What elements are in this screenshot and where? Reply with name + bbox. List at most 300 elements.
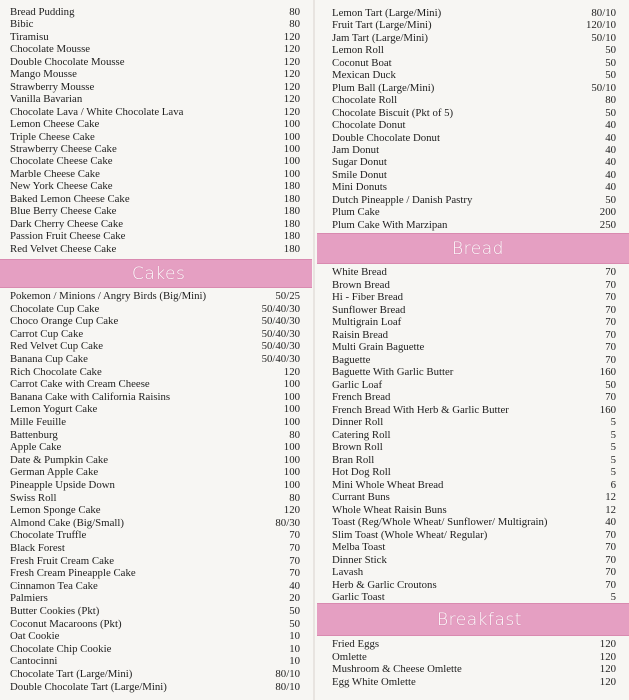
menu-item-name: Raisin Bread [332, 328, 389, 341]
menu-item-price: 5 [610, 416, 616, 428]
menu-item-name: Plum Ball (Large/Mini) [332, 81, 435, 94]
menu-item-price: 70 [605, 266, 616, 278]
menu-item [317, 44, 629, 57]
menu-item-price: 50/10 [591, 81, 616, 94]
menu-item-name: Jam Tart (Large/Mini) [332, 31, 428, 44]
menu-item-price: 180 [283, 180, 300, 193]
menu-item-price: 120/10 [586, 19, 616, 32]
menu-item-price: 70 [605, 541, 616, 553]
menu-item-price: 5 [610, 466, 616, 478]
menu-item-price: 120 [599, 650, 616, 663]
menu-item [0, 630, 312, 643]
menu-item [317, 156, 629, 169]
menu-item-price: 250 [599, 218, 616, 231]
menu-item-name: Mushroom & Cheese Omlette [332, 663, 462, 676]
menu-item-price: 120 [599, 638, 616, 650]
menu-item [317, 181, 629, 194]
menu-item-name: French Bread With Herb & Garlic Butter [332, 403, 509, 416]
menu-item [0, 31, 312, 44]
menu-item-price: 100 [283, 479, 300, 491]
menu-item-name: Dinner Stick [332, 553, 387, 566]
menu-item [0, 466, 312, 479]
menu-item-name: Chocolate Lava / White Chocolate Lava [10, 105, 184, 118]
menu-item-price: 120 [283, 80, 300, 93]
menu-item-name: Pineapple Upside Down [10, 479, 115, 491]
menu-item-price: 120 [283, 68, 300, 81]
menu-item-name: Black Forest [10, 542, 65, 554]
menu-item-name: Garlic Toast [332, 591, 385, 603]
menu-item [317, 429, 629, 442]
menu-item-name: Lemon Cheese Cake [10, 118, 100, 131]
menu-item [317, 82, 629, 95]
bread-section-title: Bread [452, 238, 504, 259]
menu-item-price: 5 [610, 428, 616, 441]
menu-item-name: New York Cheese Cake [10, 180, 113, 193]
menu-item [317, 479, 629, 492]
menu-item-price: 100 [283, 453, 300, 466]
menu-item-name: Omlette [332, 650, 367, 663]
menu-item [0, 6, 312, 19]
menu-item [0, 441, 312, 454]
menu-item-price: 50/40/30 [261, 315, 300, 328]
menu-item [0, 416, 312, 429]
menu-item-name: Lemon Tart (Large/Mini) [332, 7, 442, 19]
menu-item [0, 429, 312, 442]
menu-item-price: 70 [289, 554, 300, 567]
menu-item [0, 555, 312, 568]
menu-item-price: 40 [605, 168, 616, 181]
menu-item-name: Sunflower Bread [332, 303, 406, 316]
menu-item [0, 131, 312, 144]
menu-item-name: Bread Pudding [10, 6, 75, 18]
menu-item [317, 491, 629, 504]
menu-item [0, 391, 312, 404]
menu-item-price: 80 [289, 18, 300, 31]
menu-item-price: 50 [605, 56, 616, 69]
menu-item-name: Multi Grain Baguette [332, 341, 425, 353]
menu-item-price: 100 [283, 416, 300, 428]
menu-item-name: Rich Chocolate Cake [10, 365, 102, 378]
menu-item [317, 119, 629, 132]
menu-item [317, 316, 629, 329]
menu-item [0, 118, 312, 131]
menu-item-price: 5 [610, 441, 616, 453]
menu-item [317, 651, 629, 664]
menu-item-name: Chocolate Donut [332, 119, 406, 132]
menu-item [317, 107, 629, 120]
menu-item-name: Dinner Roll [332, 416, 384, 428]
menu-item [0, 230, 312, 243]
menu-item [317, 391, 629, 404]
cakes-section-header [0, 259, 312, 288]
breakfast-section-title: Breakfast [437, 609, 522, 630]
menu-item-price: 50/40/30 [261, 340, 300, 353]
menu-item-name: Strawberry Cheese Cake [10, 142, 117, 155]
menu-item-name: Brown Roll [332, 441, 383, 453]
menu-item-price: 6 [610, 478, 616, 491]
menu-item [317, 194, 629, 207]
menu-item-price: 50/40/30 [261, 327, 300, 340]
menu-item-price: 120 [283, 30, 300, 43]
menu-item [317, 7, 629, 20]
menu-item-price: 180 [283, 217, 300, 230]
menu-item-name: Triple Cheese Cake [10, 130, 95, 143]
menu-item-name: White Bread [332, 266, 387, 278]
menu-item-name: Pokemon / Minions / Angry Birds (Big/Mini) [10, 290, 207, 302]
menu-item-price: 40 [289, 579, 300, 592]
menu-item [0, 68, 312, 81]
menu-item [0, 106, 312, 119]
menu-item-name: Lemon Yogurt Cake [10, 403, 98, 416]
menu-item [317, 279, 629, 292]
menu-item [0, 366, 312, 379]
menu-item-name: Chocolate Chip Cookie [10, 642, 112, 655]
menu-item-price: 70 [605, 528, 616, 541]
menu-item-price: 160 [599, 366, 616, 378]
menu-item-name: Bran Roll [332, 453, 375, 466]
menu-item-name: Banana Cup Cake [10, 353, 88, 365]
menu-item [0, 340, 312, 353]
menu-item [317, 132, 629, 145]
menu-item-price: 50 [605, 69, 616, 82]
menu-item-price: 50 [289, 617, 300, 630]
menu-item-price: 80/30 [275, 516, 300, 529]
menu-item-name: Chocolate Tart (Large/Mini) [10, 668, 133, 680]
menu-item-price: 40 [605, 181, 616, 194]
menu-item-price: 100 [283, 441, 300, 454]
menu-item-name: Plum Cake With Marzipan [332, 218, 448, 231]
menu-item [317, 579, 629, 592]
menu-item [317, 638, 629, 651]
menu-item [0, 668, 312, 681]
menu-item-name: Palmiers [10, 592, 48, 605]
menu-item-name: Chocolate Cup Cake [10, 302, 100, 315]
menu-item-name: Mini Whole Wheat Bread [332, 478, 444, 491]
menu-item [317, 291, 629, 304]
menu-item [0, 580, 312, 593]
menu-item [317, 529, 629, 542]
menu-item [317, 341, 629, 354]
menu-item-price: 80/10 [591, 7, 616, 19]
menu-item-name: Catering Roll [332, 428, 391, 441]
menu-item-name: Lavash [332, 566, 364, 578]
menu-item-price: 70 [605, 566, 616, 578]
menu-item-name: Date & Pumpkin Cake [10, 453, 109, 466]
menu-item-name: Almond Cake (Big/Small) [10, 516, 124, 529]
menu-item-name: Apple Cake [10, 441, 62, 454]
menu-item-price: 100 [283, 390, 300, 403]
menu-item-price: 120 [283, 43, 300, 56]
menu-item [317, 454, 629, 467]
menu-item [0, 353, 312, 366]
menu-item-name: Slim Toast (Whole Wheat/ Regular) [332, 528, 488, 541]
menu-item-price: 180 [283, 192, 300, 205]
menu-item [0, 81, 312, 94]
menu-item-price: 70 [605, 341, 616, 353]
menu-item-name: Carrot Cake with Cream Cheese [10, 378, 150, 391]
menu-item [0, 454, 312, 467]
menu-item-price: 100 [283, 155, 300, 168]
menu-item-price: 50 [289, 605, 300, 617]
menu-item-price: 40 [605, 131, 616, 144]
menu-item [317, 663, 629, 676]
menu-item-price: 180 [283, 205, 300, 218]
menu-item [317, 219, 629, 232]
menu-item-name: Chocolate Biscuit (Pkt of 5) [332, 106, 454, 119]
menu-item-name: Double Chocolate Mousse [10, 55, 125, 68]
menu-item-price: 180 [283, 230, 300, 243]
menu-item [0, 378, 312, 391]
menu-item [0, 193, 312, 206]
menu-item [0, 592, 312, 605]
menu-item-name: Egg White Omlette [332, 676, 416, 689]
menu-item [317, 366, 629, 379]
menu-item [0, 504, 312, 517]
menu-item-price: 50 [605, 378, 616, 391]
menu-item-price: 80 [605, 94, 616, 107]
menu-item-name: Tiramisu [10, 30, 49, 43]
menu-item-name: Chocolate Truffle [10, 529, 87, 542]
menu-item-name: Choco Orange Cup Cake [10, 315, 119, 328]
menu-item-name: Herb & Garlic Croutons [332, 578, 437, 591]
menu-item-price: 10 [289, 642, 300, 655]
menu-item-price: 5 [610, 453, 616, 466]
menu-item-name: Garlic Loaf [332, 378, 383, 391]
menu-item [0, 328, 312, 341]
menu-item [0, 479, 312, 492]
menu-item [317, 404, 629, 417]
menu-item-name: Battenburg [10, 428, 58, 441]
menu-item-name: Coconut Macaroons (Pkt) [10, 617, 122, 630]
menu-item [317, 541, 629, 554]
menu-item-price: 180 [283, 242, 300, 255]
menu-item [0, 315, 312, 328]
menu-item-price: 50 [605, 106, 616, 119]
menu-item-name: Swiss Roll [10, 491, 57, 504]
menu-item [317, 304, 629, 317]
menu-item [317, 169, 629, 182]
menu-item-name: Mango Mousse [10, 68, 77, 81]
menu-item [317, 504, 629, 517]
menu-item-name: Coconut Boat [332, 56, 392, 69]
menu-item-name: French Bread [332, 391, 391, 403]
menu-item-price: 100 [283, 130, 300, 143]
menu-item-price: 100 [283, 378, 300, 391]
menu-item [0, 643, 312, 656]
menu-item-price: 120 [599, 676, 616, 689]
menu-item [0, 529, 312, 542]
menu-item [317, 69, 629, 82]
menu-item-price: 80 [289, 428, 300, 441]
menu-item-name: Brown Bread [332, 278, 390, 291]
menu-item-name: Currant Buns [332, 491, 390, 503]
menu-item-price: 100 [283, 167, 300, 180]
menu-item-name: Chocolate Mousse [10, 43, 91, 56]
menu-item-price: 50/10 [591, 31, 616, 44]
menu-item-price: 70 [289, 542, 300, 554]
menu-item [0, 168, 312, 181]
menu-item-name: Melba Toast [332, 541, 386, 553]
menu-item-name: Dark Cherry Cheese Cake [10, 217, 124, 230]
menu-item-name: Lemon Roll [332, 44, 384, 57]
menu-item-price: 120 [283, 365, 300, 378]
menu-item [317, 566, 629, 579]
menu-item [317, 416, 629, 429]
menu-item [317, 57, 629, 70]
menu-item-price: 100 [283, 118, 300, 131]
menu-item [0, 18, 312, 31]
menu-item-price: 100 [283, 466, 300, 479]
menu-item-name: Banana Cake with California Raisins [10, 390, 171, 403]
menu-item-price: 40 [605, 156, 616, 169]
menu-item [0, 492, 312, 505]
menu-item-name: German Apple Cake [10, 466, 99, 479]
menu-item-price: 50/25 [275, 290, 300, 302]
menu-item-name: Bibic [10, 18, 34, 31]
menu-item-name: Smile Donut [332, 168, 387, 181]
menu-item-price: 70 [605, 316, 616, 328]
menu-item-price: 120 [283, 105, 300, 118]
menu-item-name: Lemon Sponge Cake [10, 504, 101, 517]
menu-item-name: Red Velvet Cheese Cake [10, 242, 117, 255]
menu-item-price: 50 [605, 44, 616, 57]
menu-item-price: 40 [605, 119, 616, 132]
menu-item-price: 40 [605, 143, 616, 156]
menu-item-name: Cantocinni [10, 655, 58, 668]
menu-item-price: 50/40/30 [261, 302, 300, 315]
menu-item-name: Jam Donut [332, 143, 380, 156]
menu-item [0, 290, 312, 303]
menu-item-name: Passion Fruit Cheese Cake [10, 230, 126, 243]
menu-item-price: 100 [283, 142, 300, 155]
menu-item-name: Oat Cookie [10, 630, 60, 643]
menu-item-price: 160 [599, 403, 616, 416]
breakfast-section-header [317, 603, 629, 636]
menu-item [317, 32, 629, 45]
menu-item-name: Hot Dog Roll [332, 466, 391, 478]
menu-item-name: Double Chocolate Tart (Large/Mini) [10, 680, 167, 693]
menu-item-name: Fresh Cream Pineapple Cake [10, 567, 136, 580]
menu-item-name: Mille Feuille [10, 416, 67, 428]
menu-item-name: Baguette With Garlic Butter [332, 366, 454, 378]
menu-item-name: Carrot Cup Cake [10, 327, 84, 340]
menu-item [0, 303, 312, 316]
menu-item-price: 50/40/30 [261, 353, 300, 365]
menu-item [0, 517, 312, 530]
menu-item-price: 40 [605, 516, 616, 528]
menu-item [0, 143, 312, 156]
menu-item [0, 56, 312, 69]
menu-item-price: 70 [605, 328, 616, 341]
menu-item-name: Marble Cheese Cake [10, 167, 100, 180]
menu-item [317, 676, 629, 689]
menu-item-price: 120 [283, 93, 300, 106]
menu-item [317, 329, 629, 342]
menu-item-name: Mexican Duck [332, 69, 396, 82]
menu-item [0, 542, 312, 555]
menu-item [0, 655, 312, 668]
menu-item-name: Double Chocolate Donut [332, 131, 440, 144]
menu-item-price: 50 [605, 193, 616, 206]
menu-item-price: 10 [289, 655, 300, 668]
menu-item-price: 120 [599, 663, 616, 676]
menu-item-name: Hi - Fiber Bread [332, 291, 404, 303]
menu-item-name: Butter Cookies (Pkt) [10, 605, 100, 617]
menu-item [0, 243, 312, 256]
menu-item [317, 94, 629, 107]
menu-item-name: Blue Berry Cheese Cake [10, 205, 117, 218]
menu-item [0, 155, 312, 168]
menu-item-price: 120 [283, 55, 300, 68]
menu-item [317, 441, 629, 454]
column-divider [313, 0, 315, 700]
menu-item [0, 403, 312, 416]
menu-item-price: 70 [605, 391, 616, 403]
menu-item [0, 618, 312, 631]
menu-item [0, 43, 312, 56]
menu-item-name: Fresh Fruit Cream Cake [10, 554, 115, 567]
menu-item [317, 19, 629, 32]
menu-item-name: Fried Eggs [332, 638, 380, 650]
menu-item-name: Multigrain Loaf [332, 316, 402, 328]
menu-item-name: Sugar Donut [332, 156, 387, 169]
menu-item-price: 80/10 [275, 668, 300, 680]
menu-item-price: 70 [605, 291, 616, 303]
menu-item-price: 70 [605, 553, 616, 566]
menu-item-price: 5 [610, 591, 616, 603]
menu-item-price: 70 [289, 567, 300, 580]
menu-item [317, 554, 629, 567]
menu-item-price: 120 [283, 504, 300, 517]
menu-item-name: Dutch Pineapple / Danish Pastry [332, 193, 473, 206]
menu-item-name: Plum Cake [332, 206, 380, 219]
menu-item-name: Strawberry Mousse [10, 80, 95, 93]
menu-item-name: Baguette [332, 353, 371, 366]
menu-item [0, 205, 312, 218]
menu-item [317, 206, 629, 219]
menu-item-price: 100 [283, 403, 300, 416]
menu-item [317, 379, 629, 392]
menu-item-price: 12 [605, 491, 616, 503]
menu-item-name: Chocolate Cheese Cake [10, 155, 113, 168]
menu-item-name: Cinnamon Tea Cake [10, 579, 98, 592]
menu-item-price: 70 [605, 303, 616, 316]
menu-item-price: 80 [289, 491, 300, 504]
menu-item [0, 218, 312, 231]
menu-item [0, 681, 312, 694]
menu-item-price: 10 [289, 630, 300, 643]
menu-item [0, 605, 312, 618]
menu-item-price: 80 [289, 6, 300, 18]
menu-item-name: Baked Lemon Cheese Cake [10, 192, 130, 205]
bread-section-header [317, 233, 629, 264]
menu-item [317, 266, 629, 279]
menu-item-name: Toast (Reg/Whole Wheat/ Sunflower/ Multigrain) [332, 516, 548, 528]
menu-item-name: Fruit Tart (Large/Mini) [332, 19, 432, 32]
menu-item-price: 12 [605, 503, 616, 516]
menu-item-price: 70 [605, 278, 616, 291]
menu-item [317, 516, 629, 529]
menu-item-price: 20 [289, 592, 300, 605]
menu-item-name: Mini Donuts [332, 181, 387, 194]
menu-item-price: 80/10 [275, 680, 300, 693]
menu-item-name: Vanilla Bavarian [10, 93, 83, 106]
menu-item [317, 466, 629, 479]
menu-item-price: 200 [599, 206, 616, 219]
menu-item-price: 70 [605, 578, 616, 591]
cakes-section-title: Cakes [132, 263, 186, 284]
menu-item-name: Whole Wheat Raisin Buns [332, 503, 447, 516]
